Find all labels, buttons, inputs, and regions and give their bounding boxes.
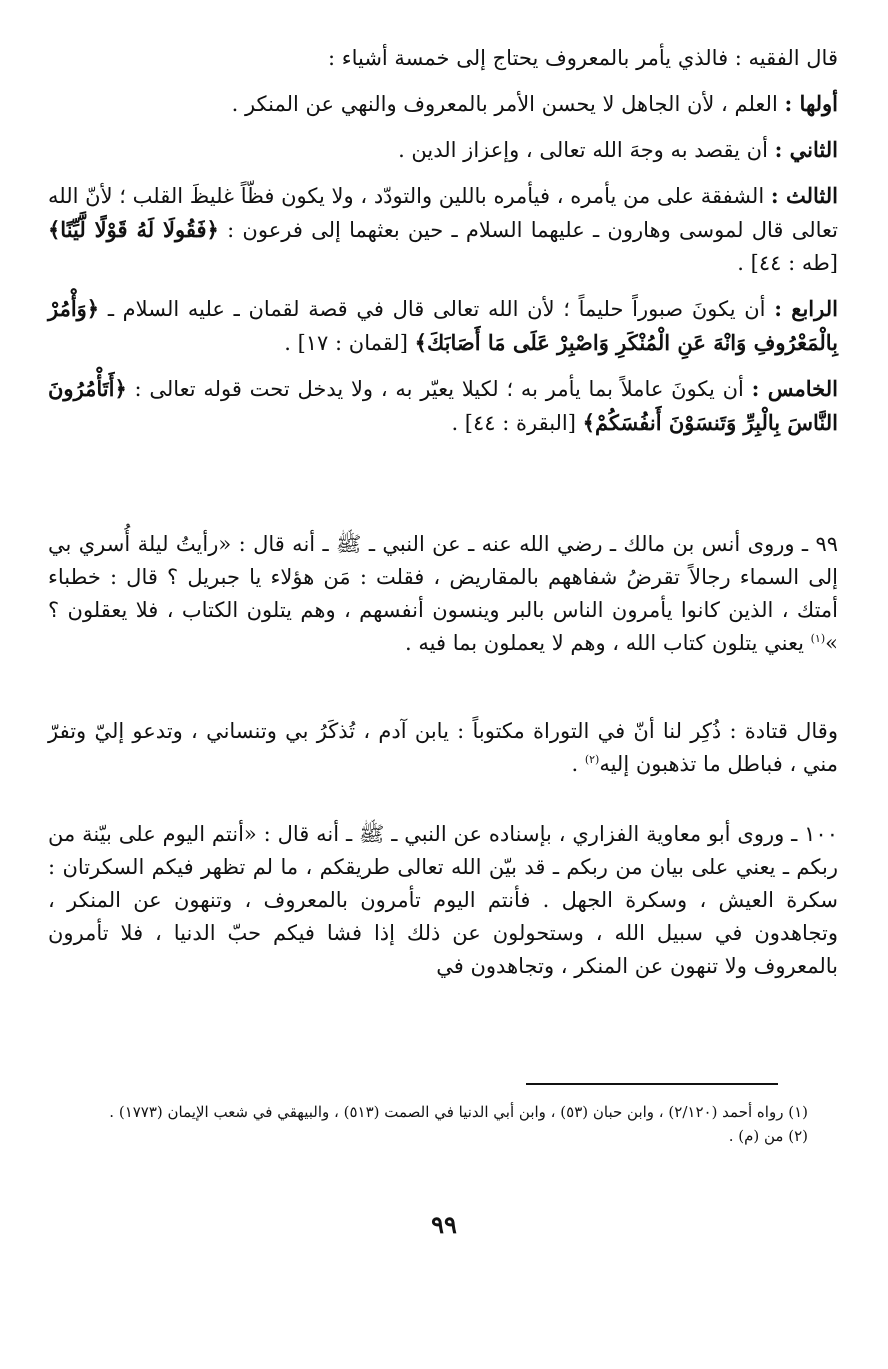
item-fourth-quran: ﴿وَأْمُرْ بِالْمَعْرُوفِ وَانْهَ عَنِ الْمُنْكَرِ وَاصْبِرْ عَلَى مَا أَصَابَكَ﴾	[48, 296, 838, 355]
item-first-label: أولها :	[784, 91, 838, 116]
item-fourth-text: أن يكونَ صبوراً حليماً ؛ لأن الله تعالى قال في قصة لقمان ـ عليه السلام ـ	[107, 297, 766, 321]
item-first-text: العلم ، لأن الجاهل لا يحسن الأمر بالمعروف والنهي عن المنكر .	[231, 92, 778, 116]
item-third	[48, 179, 838, 280]
item-fifth-quran: ﴿أَتَأْمُرُونَ النَّاسَ بِالْبِرِّ وَتَنسَوْنَ أَنفُسَكُمْ﴾	[48, 376, 838, 435]
hadith-99	[48, 528, 838, 660]
hadith-99-text-after: يعني يتلون كتاب الله ، وهم لا يعملون بما فيه .	[405, 631, 811, 655]
item-first	[48, 87, 838, 121]
footnote-1: (١) رواه أحمد (٢/١٢٠) ، وابن حبان (٥٣) ، وابن أبي الدنيا في الصمت (٥١٣) ، والبيهقي في شعب الإيمان (١٧٧٣) .	[109, 1103, 808, 1121]
item-third-label: الثالث :	[770, 183, 838, 208]
hadith-100-text: ١٠٠ ـ وروى أبو معاوية الفزاري ، بإسناده عن النبي ـ ﷺ ـ أنه قال : «أنتم اليوم على بيّنة من ربكم ـ يعني على بيان من ربكم ـ قد بيّن الله تعالى طريقكم ، ما لم تظهر فيكم السكرتان : سكرة العيش ، وسكرة الجهل . فأنتم اليوم تأمرون بالمعروف ، وتنهون عن المنكر ، وتجاهدون في سبيل الله ، وستحولون عن ذلك إذا فشا فيكم حبّ الدنيا ، فلا تأمرون بالمعروف ولا تنهون عن المنكر ، وتجاهدون في	[48, 822, 838, 978]
footnote-mark-1: (١)	[810, 632, 826, 645]
item-third-text: الشفقة على من يأمره ، فيأمره باللين والتودّد ، ولا يكون فظّاً غليظَ القلب ؛ لأنّ الله تعالى قال لموسى وهارون ـ عليهما السلام ـ حين بعثهما إلى فرعون :	[48, 184, 839, 242]
hadith-100-block	[48, 818, 838, 983]
footnote-2: (٢) من (م) .	[728, 1127, 808, 1145]
item-second	[48, 133, 838, 167]
qatada-text-after: .	[571, 752, 585, 776]
item-fourth-ref: [لقمان : ١٧] .	[284, 331, 408, 355]
item-fifth-ref: [البقرة : ٤٤] .	[451, 411, 576, 435]
hadith-99-text: ٩٩ ـ وروى أنس بن مالك ـ رضي الله عنه ـ عن النبي ـ ﷺ ـ أنه قال : «رأيتُ ليلة أُسري بي إلى السماء رجالاً تقرضُ شفاههم بالمقاريض ، فقلت : مَن هؤلاء يا جبريل ؟ قال : خطباء أمتك ، الذين كانوا يأمرون الناس بالبر وينسون أنفسهم ، وهم يتلون الكتاب ، فلا يعقلون ؟ »	[48, 532, 838, 655]
item-fourth	[48, 292, 838, 360]
qatada-paragraph	[48, 715, 838, 781]
footnotes	[48, 1100, 808, 1148]
qatada-text: وقال قتادة : ذُكِر لنا أنّ في التوراة مكتوباً : يابن آدم ، تُذكَرُ بي وتنساني ، وتدعو إليّ وتفرّ مني ، فباطل ما تذهبون إليه	[48, 719, 838, 776]
intro-line: قال الفقيه : فالذي يأمر بالمعروف يحتاج إلى خمسة أشياء :	[327, 46, 838, 70]
item-fifth	[48, 372, 838, 440]
item-fifth-text: أن يكونَ عاملاً بما يأمر به ؛ لكيلا يعيّر به ، ولا يدخل تحت قوله تعالى :	[134, 377, 744, 401]
item-second-text: أن يقصد به وجهَ الله تعالى ، وإعزاز الدين .	[398, 138, 768, 162]
page-number: ٩٩	[431, 1210, 457, 1239]
footnote-divider	[526, 1083, 778, 1085]
item-fifth-label: الخامس :	[751, 376, 838, 401]
item-fourth-label: الرابع :	[774, 296, 838, 321]
item-third-quran: ﴿فَقُولَا لَهُ قَوْلًا لَّيِّنًا﴾	[48, 217, 219, 242]
item-third-ref: [طه : ٤٤] .	[737, 251, 838, 275]
footnote-mark-2: (٢)	[584, 753, 600, 766]
main-text-top	[48, 42, 838, 440]
item-second-label: الثاني :	[774, 137, 838, 162]
qatada-block	[48, 715, 838, 781]
hadith-99-block	[48, 528, 838, 660]
